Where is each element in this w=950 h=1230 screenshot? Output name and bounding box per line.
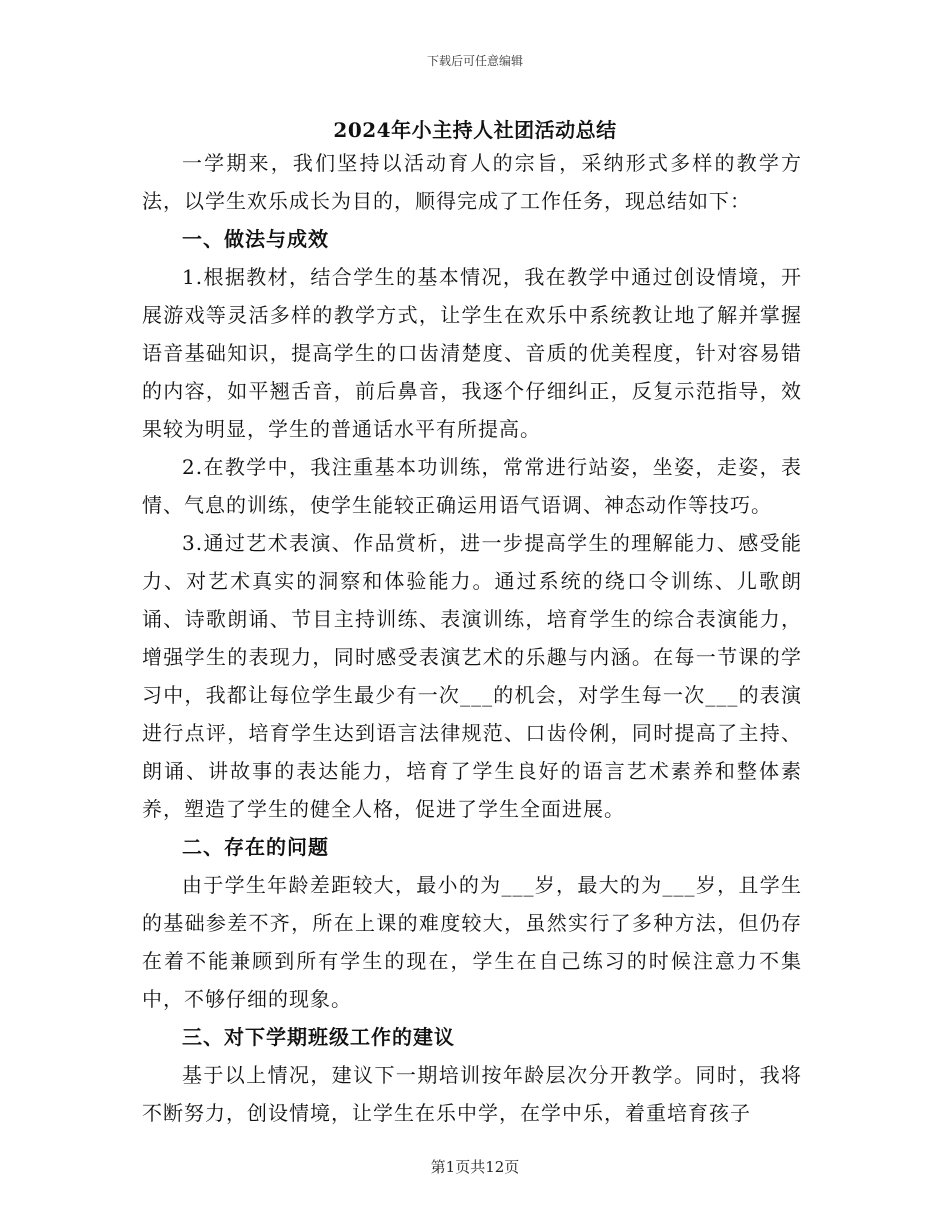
intro-paragraph: 一学期来，我们坚持以活动育人的宗旨，采纳形式多样的教学方法，以学生欢乐成长为目的，顺得完成了工作任务，现总结如下： (142, 151, 802, 213)
document-body (142, 144, 802, 1132)
problems-paragraph: 由于学生年龄差距较大，最小的为___岁，最大的为___岁，且学生的基础参差不齐，所在上课的难度较大，虽然实行了多种方法，但仍存在着不能兼顾到所有学生的现在，学生在自己练习的时候注意力不集中，不够仔细的现象。 (142, 873, 802, 1011)
page-number: 第1页共12页 (430, 1158, 520, 1176)
header-note: 下载后可任意编辑 (426, 54, 523, 68)
section-heading-methods: 一、做法与成效 (182, 227, 329, 251)
methods-paragraph-2: 2.在教学中，我注重基本功训练，常常进行站姿，坐姿，走姿，表情、气息的训练，使学生能较正确运用语气语调、神态动作等技巧。 (142, 455, 802, 517)
section-heading-suggestions: 三、对下学期班级工作的建议 (182, 1025, 455, 1049)
methods-paragraph-3: 3.通过艺术表演、作品赏析，进一步提高学生的理解能力、感受能力、对艺术真实的洞察和体验能力。通过系统的绕口令训练、儿歌朗诵、诗歌朗诵、节目主持训练、表演训练，培育学生的综合表演能力，增强学生的表现力，同时感受表演艺术的乐趣与内涵。在每一节课的学习中，我都让每位学生最少有一次___的机会，对学生每一次___的表演进行点评，培育学生达到语言法律规范、口齿伶俐，同时提高了主持、朗诵、讲故事的表达能力，培育了学生良好的语言艺术素养和整体素养，塑造了学生的健全人格，促进了学生全面进展。 (142, 531, 802, 821)
page-title: 2024年小主持人社团活动总结 (333, 118, 617, 142)
methods-paragraph-1: 1.根据教材，结合学生的基本情况，我在教学中通过创设情境，开展游戏等灵活多样的教学方式，让学生在欢乐中系统教让地了解并掌握语音基础知识，提高学生的口齿清楚度、音质的优美程度，针对容易错的内容，如平翘舌音，前后鼻音，我逐个仔细纠正，反复示范指导，效果较为明显，学生的普通话水平有所提高。 (142, 265, 802, 441)
suggestions-paragraph: 基于以上情况，建议下一期培训按年龄层次分开教学。同时，我将不断努力，创设情境，让学生在乐中学，在学中乐，着重培育孩子 (142, 1063, 802, 1125)
section-heading-problems: 二、存在的问题 (182, 835, 329, 859)
